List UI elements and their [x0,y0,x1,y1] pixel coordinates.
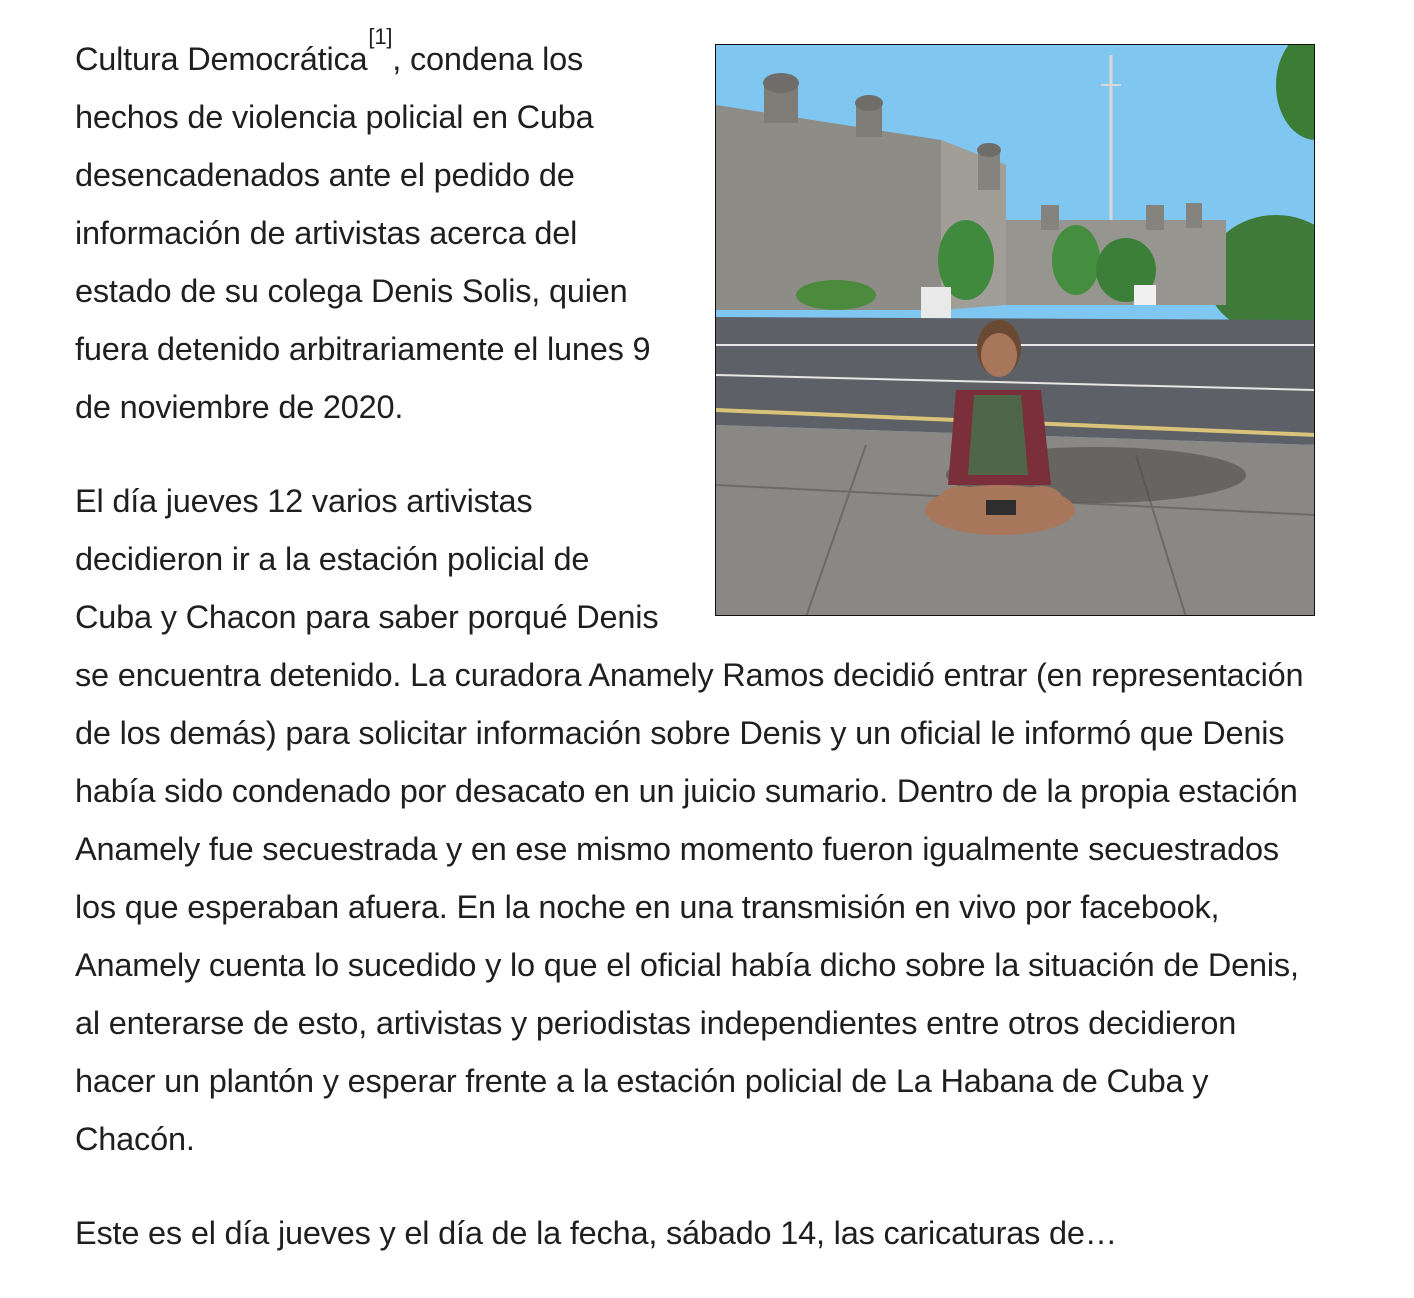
footnote-link[interactable]: [1] [368,24,393,50]
organization-name: Cultura Democrática [75,41,368,77]
photo-anamely-ramos-seated-before-fortress [716,45,1315,616]
paragraph-continuation: Este es el día jueves y el día de la fecha, sábado 14, las caricaturas de… [75,1215,1118,1251]
paragraph-text: , condena los hechos de violencia policial en Cuba desencadenados ante el pedido de información de artivistas acerca del estado de su colega Denis Solis, quien fuera detenido arbitrariamente el lunes 9 de noviembre de 2020. [75,41,651,425]
article-photo [715,44,1315,616]
article-body [75,24,1315,1298]
paragraph-events: El día jueves 12 varios artivistas decidieron ir a la estación policial de Cuba y Chacon para saber porqué Denis se encuentra detenido. La curadora Anamely Ramos decidió entrar (en representación de los demás) para solicitar información sobre Denis y un oficial le informó que Denis había sido condenado por desacato en un juicio sumario. Dentro de la propia estación Anamely fue secuestrada y en ese mismo momento fueron igualmente secuestrados los que esperaban afuera. En la noche en una transmisión en vivo por facebook, Anamely cuenta lo sucedido y lo que el oficial había dicho sobre la situación de Denis, al enterarse de esto, artivistas y periodistas independientes entre otros decidieron hacer un plantón y esperar frente a la estación policial de La Habana de Cuba y Chacón. [75,483,1304,1157]
